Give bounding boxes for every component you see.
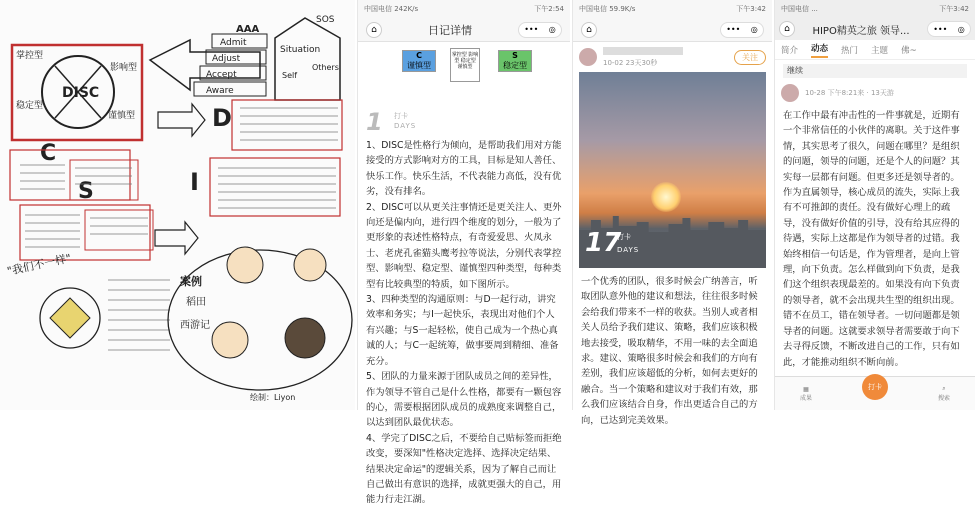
disc-cards bbox=[362, 48, 566, 108]
page-title: 日记详情 bbox=[428, 23, 472, 37]
diary-phone-2 bbox=[572, 0, 772, 426]
letter-c: C bbox=[40, 141, 57, 166]
group-phone bbox=[774, 0, 975, 410]
page-title: HIPO精英之旅 领导... bbox=[812, 25, 910, 37]
quoted-text: 继续 bbox=[783, 64, 967, 78]
label-c: 谨慎型 bbox=[108, 111, 136, 121]
paragraph: 在工作中最有冲击性的一件事就是，近期有一个非常信任的小伙伴的离职。关于这件事情，其实思考了很久，问题在哪里？是组织的问题，领导的问题，还是个人的问题？其实每一层都有问题。但更多还是领导者的。作为直属领导，核心成员的流失，实际上我有不可推卸的责任。没有做好心理上的疏导，没有做好价值的引导，没有给其应得的待遇，实际上这都是作为领导者的过错。我始终相信一句话是，作为管理者，是向上管理，向下负责。怎么样做到向下负责，是我们这个组织表现最差的。如果没有向下负责的领导者，就不会出现共生型的组织出现。错不在员工，错在领导者。一切问题都是领导者的问题。这就要求领导者需要敢于向下去寻得反馈，不断改进自己的工作，只有如此，才能推动组织不断向前。 bbox=[783, 110, 960, 368]
tab-hot[interactable]: 热门 bbox=[841, 45, 859, 56]
post-time: 10-28 下午8:21来 · 13天游 bbox=[805, 89, 894, 97]
disc-center: DISC bbox=[62, 85, 100, 101]
letter-s: S bbox=[78, 179, 94, 204]
disc-sketch bbox=[0, 0, 355, 410]
paragraph: 2、DISC可以从更关注事情还是更关注人、更外向还是偏内向，进行四个维度的划分，一般为了更形象的表述性格特点，有奇爱爱思、火凤永士、老虎孔雀猫头鹰考拉等说法，分别代表掌控型、影响型、稳定型、谨慎型四种类型，每种类型有比较典型的特质，如下图所示。 bbox=[366, 201, 562, 290]
nav-results[interactable]: ▦ 成果 bbox=[799, 385, 812, 402]
we-are-different: "我们不一样" bbox=[5, 251, 73, 278]
tab-bar bbox=[775, 40, 975, 60]
tab-intro[interactable]: 简介 bbox=[781, 45, 799, 56]
post-time: 10-02 23天30秒 bbox=[603, 58, 658, 67]
menu-capsule[interactable]: ••• ◎ bbox=[927, 21, 971, 37]
nav-search[interactable]: ⌕ 搜索 bbox=[937, 385, 950, 402]
svg-text:Aware: Aware bbox=[206, 86, 234, 96]
label-i: 影响型 bbox=[110, 63, 138, 73]
tab-more[interactable]: 佛~ bbox=[901, 45, 917, 56]
home-icon[interactable]: ⌂ bbox=[366, 22, 382, 38]
menu-capsule[interactable]: ••• ◎ bbox=[720, 22, 764, 38]
status-bar: 中国电信 242K/s 下午2:54 bbox=[358, 0, 570, 18]
menu-capsule[interactable]: ••• ◎ bbox=[518, 22, 562, 38]
paragraph: 1、DISC是性格行为倾向，是帮助我们用对方能接受的方式影响对方的工具，目标是知人善任、快乐工作。快乐生活，不代表能力高低，没有优劣，没有排名。 bbox=[366, 140, 562, 198]
letter-i: I bbox=[190, 168, 199, 196]
svg-text:Situation: Situation bbox=[280, 45, 321, 55]
svg-text:Adjust: Adjust bbox=[212, 54, 241, 64]
svg-text:案例: 案例 bbox=[180, 275, 202, 288]
diary-body bbox=[573, 274, 772, 428]
status-bar: 中国电信 ... 下午3:42 bbox=[775, 0, 975, 18]
svg-text:Accept: Accept bbox=[206, 70, 237, 80]
diary-phone-1 bbox=[357, 0, 570, 506]
post-body bbox=[775, 104, 975, 370]
avatar[interactable] bbox=[579, 48, 597, 66]
label-s: 稳定型 bbox=[16, 101, 44, 111]
letter-d: D bbox=[212, 104, 232, 132]
center-note: 掌控型 影响型 稳定型 谨慎型 bbox=[450, 48, 480, 82]
diary-body bbox=[358, 138, 570, 508]
tab-feed[interactable]: 动态 bbox=[811, 42, 828, 58]
post-author bbox=[775, 82, 975, 104]
card-c: C 谨慎型 bbox=[402, 50, 436, 72]
svg-text:SOS: SOS bbox=[316, 15, 335, 25]
checkin-button[interactable]: 打卡 bbox=[862, 374, 888, 400]
post-author bbox=[573, 42, 772, 72]
nav-bar bbox=[358, 18, 570, 42]
home-icon[interactable]: ⌂ bbox=[779, 21, 795, 37]
home-icon[interactable]: ⌂ bbox=[581, 22, 597, 38]
paragraph: 一个优秀的团队，很多时候会广纳善言，听取团队意外他的建议和想法，往往很多时候会给我们带来不一样的收获。当别人或者相关人员给予我们建议、策略，我们应该积极地去接受，吸取精华，不用一味的去全面追求。建议、策略很多时候会和我们的方向有差别，我们应该超低的分析，如何去更好的融合。当一个策略和建议对于我们有效，那么我们应该结合自身，作出更适合自己的方向，已达到完美效果。 bbox=[581, 276, 758, 426]
label-d: 掌控型 bbox=[16, 51, 44, 61]
paragraph: 4、学完了DISC之后，不要给自己贴标签而拒绝改变，要深知"性格决定选择、选择决定结果、结果决定命运"的逻辑关系，因为了解自己而让自己做出有意识的选择，成就更强大的自己，用能力行走江湖。 bbox=[366, 432, 562, 506]
sunset-photo[interactable]: 17 打卡 DAYS bbox=[579, 72, 766, 268]
svg-text:Admit: Admit bbox=[220, 38, 247, 48]
svg-text:Others: Others bbox=[312, 63, 339, 72]
nav-bar bbox=[573, 18, 772, 42]
nav-bar bbox=[775, 18, 975, 40]
paragraph: 3、四种类型的沟通原则：与D一起行动，讲究效率和务实；与I一起快乐，表现出对他们个人有兴趣；与S一起轻松，使自己成为一个热心真诚的人；与C一起统筹，做事要周到精细、准备充分。 bbox=[366, 294, 559, 367]
svg-text:Self: Self bbox=[282, 71, 298, 80]
tab-topics[interactable]: 主题 bbox=[871, 45, 889, 56]
avatar[interactable] bbox=[781, 84, 799, 102]
aaa-label: AAA bbox=[236, 24, 260, 35]
svg-text:西游记: 西游记 bbox=[180, 320, 210, 331]
status-bar: 中国电信 59.9K/s 下午3:42 bbox=[573, 0, 772, 18]
svg-text:稻田: 稻田 bbox=[186, 297, 206, 308]
card-s: S 稳定型 bbox=[498, 50, 532, 72]
bottom-nav bbox=[775, 376, 975, 410]
follow-button[interactable]: 关注 bbox=[734, 50, 766, 65]
sun bbox=[651, 182, 681, 212]
author-credit: 绘制：Liyon bbox=[250, 393, 296, 402]
username-redacted bbox=[603, 47, 683, 55]
checkin-days: 1 打卡 DAYS bbox=[366, 108, 417, 136]
paragraph: 5、团队的力量来源于团队成员之间的差异性，作为领导不管自己是什么性格，都要有一颗包容的心，需要根据团队成员的成熟度来调整自己，以达到团队最优状态。 bbox=[366, 371, 562, 429]
